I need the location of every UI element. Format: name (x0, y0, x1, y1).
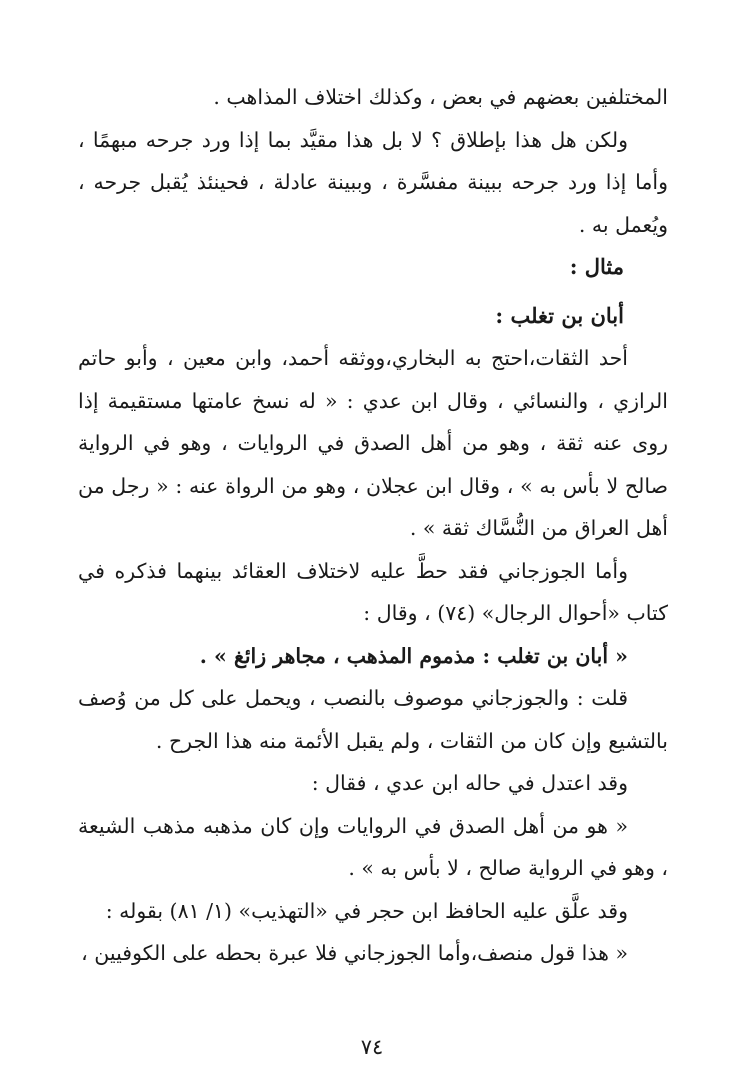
heading-example: مثال : (569, 254, 624, 279)
paragraph-qultu: قلت : والجوزجاني موصوف بالنصب ، ويحمل على كل من وُصف بالتشيع وإن كان من الثقات ، ولم يقبل الأئمة منه هذا الجرح . (78, 686, 668, 753)
quote-ibn-hajar: « هذا قول منصف،وأما الجوزجاني فلا عبرة بحطه على الكوفيين ، (81, 941, 628, 965)
paragraph-question: ولكن هل هذا بإطلاق ؟ لا بل هذا مقيَّد بما إذا ورد جرحه مبهمًا ، وأما إذا ورد جرحه ببينة مفسَّرة ، وببينة عادلة ، فحينئذ يُقبل جرحه ، ويُعمل به . (78, 127, 668, 237)
paragraph-jawzajani: وأما الجوزجاني فقد حطَّ عليه لاختلاف العقائد بينهما فذكره في كتاب «أحوال الرجال» (٧٤) ، وقال : (78, 558, 668, 625)
page-number: ٧٤ (360, 1035, 384, 1059)
paragraph-ibn-adi-intro: وقد اعتدل في حاله ابن عدي ، فقال : (311, 771, 628, 795)
paragraph-thiqat: أحد الثقات،احتج به البخاري،ووثقه أحمد، وابن معين ، وأبو حاتم الرازي ، والنسائي ، وقال ابن عدي : « له نسخ عامتها مستقيمة إذا روى عنه ثقة ، وهو من أهل الصدق في الروايات ، وهو في الرواية صالح لا بأس به » ، وقال ابن عجلان ، وهو من الرواة عنه : « رجل من أهل العراق من النُّسَّاك ثقة » . (78, 346, 668, 540)
paragraph-continuation: المختلفين بعضهم في بعض ، وكذلك اختلاف المذاهب . (213, 85, 668, 109)
heading-aban-ibn-taghlib: أبان بن تغلب : (495, 302, 624, 328)
quote-ibn-adi: « هو من أهل الصدق في الروايات وإن كان مذهبه مذهب الشيعة ، وهو في الرواية صالح ، لا بأس به » . (78, 813, 668, 880)
quote-jawzajani: « أبان بن تغلب : مذموم المذهب ، مجاهر زائغ » . (199, 643, 628, 668)
page-body (78, 76, 668, 975)
paragraph-ibn-hajar-intro: وقد علَّق عليه الحافظ ابن حجر في «التهذيب» (١/ ٨١) بقوله : (105, 898, 628, 923)
